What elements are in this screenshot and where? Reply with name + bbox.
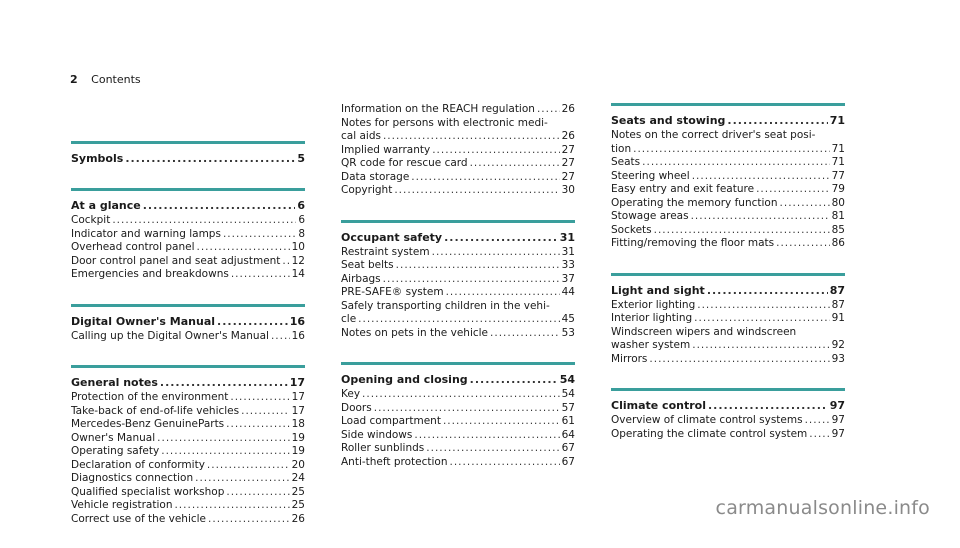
entry-text: Notes for persons with electronic medi- bbox=[341, 116, 548, 129]
toc-entry[interactable] bbox=[341, 259, 575, 273]
dot-leader bbox=[282, 255, 289, 269]
entry-text: Door control panel and seat adjustment bbox=[71, 254, 281, 267]
section-page: 87 bbox=[829, 283, 845, 297]
entry-page: 8 bbox=[298, 227, 305, 240]
section-title: Light and sight bbox=[611, 283, 705, 297]
entry-page: 20 bbox=[291, 458, 305, 471]
section-page: 31 bbox=[559, 230, 575, 244]
section-title: Digital Owner's Manual bbox=[71, 314, 216, 328]
toc-entry[interactable] bbox=[71, 418, 305, 432]
dot-leader bbox=[649, 353, 829, 367]
dot-leader bbox=[697, 299, 829, 313]
entry-text: Fitting/removing the floor mats bbox=[611, 237, 775, 249]
dot-leader bbox=[727, 113, 827, 128]
dot-leader bbox=[230, 391, 289, 405]
entry-text: Declaration of conformity bbox=[71, 458, 205, 471]
toc-section bbox=[341, 220, 575, 341]
toc-section-heading[interactable] bbox=[341, 230, 575, 245]
toc-section bbox=[611, 103, 845, 251]
section-divider bbox=[611, 273, 845, 276]
entry-text: Side windows bbox=[341, 428, 413, 441]
entry-text: Diagnostics connection bbox=[71, 472, 194, 484]
toc-entry[interactable] bbox=[611, 210, 845, 224]
section-divider bbox=[341, 362, 575, 365]
section-page: 71 bbox=[829, 114, 845, 127]
entry-page: 71 bbox=[831, 142, 845, 155]
entry-text: Vehicle registration bbox=[71, 499, 173, 511]
entry-page: 26 bbox=[561, 103, 575, 115]
toc-entry[interactable] bbox=[611, 224, 845, 238]
entry-text: Notes on pets in the vehicle bbox=[341, 326, 489, 339]
entry-text: Owner's Manual bbox=[71, 431, 156, 444]
watermark: carmanualsonline.info bbox=[715, 497, 930, 519]
dot-leader bbox=[374, 402, 560, 416]
entry-text: Doors bbox=[341, 401, 372, 414]
toc-entry[interactable] bbox=[611, 183, 845, 197]
toc-section bbox=[71, 188, 305, 282]
section-title: Occupant safety bbox=[341, 230, 443, 244]
entry-page: 67 bbox=[561, 442, 575, 454]
entry-text: Notes on the correct driver's seat posi- bbox=[611, 129, 816, 141]
toc-section-heading[interactable] bbox=[71, 151, 305, 166]
section-divider bbox=[71, 304, 305, 307]
entry-text: Restraint system bbox=[341, 245, 430, 258]
toc-section-heading[interactable] bbox=[341, 372, 575, 387]
toc-entry[interactable] bbox=[611, 326, 845, 340]
section-divider bbox=[611, 388, 845, 391]
toc-entry[interactable] bbox=[341, 130, 575, 144]
entry-text: Copyright bbox=[341, 184, 393, 196]
toc-entry[interactable] bbox=[341, 300, 575, 314]
entry-text: Overhead control panel bbox=[71, 241, 195, 253]
entry-text: Correct use of the vehicle bbox=[71, 512, 207, 525]
dot-leader bbox=[780, 197, 830, 211]
entry-text: Stowage areas bbox=[611, 210, 689, 222]
section-title: Symbols bbox=[71, 152, 124, 165]
toc-entry[interactable] bbox=[611, 197, 845, 211]
toc-section-heading[interactable] bbox=[71, 375, 305, 390]
section-title: General notes bbox=[71, 376, 158, 389]
toc-entry[interactable] bbox=[71, 432, 305, 446]
toc-entry[interactable] bbox=[71, 486, 305, 500]
dot-leader bbox=[195, 472, 290, 486]
page-number: 2 bbox=[70, 73, 78, 86]
entry-page: 30 bbox=[561, 184, 575, 196]
toc-entry[interactable] bbox=[341, 286, 575, 300]
toc-entry[interactable] bbox=[71, 214, 305, 228]
entry-page: 31 bbox=[561, 245, 575, 258]
dot-leader bbox=[112, 214, 296, 228]
toc-entry[interactable] bbox=[71, 228, 305, 242]
toc-entry[interactable] bbox=[611, 339, 845, 353]
dot-leader bbox=[217, 314, 288, 329]
toc-entry[interactable] bbox=[611, 428, 845, 442]
toc-section-heading[interactable] bbox=[611, 113, 845, 128]
toc-section bbox=[71, 304, 305, 344]
toc-entry[interactable] bbox=[341, 117, 575, 131]
section-divider bbox=[71, 141, 305, 144]
toc-section-heading[interactable] bbox=[71, 198, 305, 213]
entry-page: 87 bbox=[831, 298, 845, 311]
entry-page: 17 bbox=[291, 391, 305, 403]
toc-entry[interactable] bbox=[71, 241, 305, 255]
toc-section bbox=[341, 103, 575, 198]
entry-page: 33 bbox=[561, 259, 575, 271]
section-title: Climate control bbox=[611, 399, 706, 412]
toc-entry[interactable] bbox=[611, 353, 845, 367]
dot-leader bbox=[426, 442, 559, 456]
toc-entry[interactable] bbox=[71, 472, 305, 486]
entry-page: 91 bbox=[831, 312, 845, 324]
dot-leader bbox=[708, 398, 828, 413]
entry-page: 80 bbox=[831, 196, 845, 209]
dot-leader bbox=[223, 228, 296, 242]
entry-text: Information on the REACH regulation bbox=[341, 103, 535, 115]
entry-page: 26 bbox=[561, 130, 575, 142]
section-page: 6 bbox=[297, 199, 305, 212]
toc-entry[interactable] bbox=[341, 415, 575, 429]
section-divider bbox=[71, 188, 305, 191]
entry-page: 77 bbox=[831, 169, 845, 182]
entry-page: 44 bbox=[561, 286, 575, 298]
toc-entry[interactable] bbox=[341, 273, 575, 287]
dot-leader bbox=[432, 144, 559, 158]
dot-leader bbox=[394, 184, 559, 198]
entry-text: Steering wheel bbox=[611, 169, 690, 182]
entry-text: tion bbox=[611, 142, 632, 155]
entry-text: Key bbox=[341, 388, 361, 400]
dot-leader bbox=[396, 259, 560, 273]
entry-text: Data storage bbox=[341, 170, 410, 183]
dot-leader bbox=[756, 183, 830, 197]
page-title: Contents bbox=[91, 73, 141, 86]
toc-entry[interactable] bbox=[611, 312, 845, 326]
entry-text: cle bbox=[341, 313, 357, 325]
dot-leader bbox=[197, 241, 290, 255]
entry-page: 85 bbox=[831, 223, 845, 236]
toc-entry[interactable] bbox=[341, 442, 575, 456]
entry-page: 57 bbox=[561, 401, 575, 414]
section-title: Seats and stowing bbox=[611, 114, 726, 127]
entry-page: 37 bbox=[561, 272, 575, 285]
dot-leader bbox=[271, 330, 290, 344]
dot-leader bbox=[446, 286, 560, 300]
entry-text: Indicator and warning lamps bbox=[71, 227, 221, 240]
toc-entry[interactable] bbox=[341, 388, 575, 402]
entry-text: Implied warranty bbox=[341, 143, 431, 156]
dot-leader bbox=[207, 459, 290, 473]
entry-text: Sockets bbox=[611, 223, 652, 236]
toc-entry[interactable] bbox=[71, 513, 305, 527]
dot-leader bbox=[358, 313, 559, 327]
entry-text: Calling up the Digital Owner's Manual bbox=[71, 329, 269, 342]
entry-text: Cockpit bbox=[71, 214, 111, 226]
entry-text: Safely transporting children in the vehi- bbox=[341, 299, 550, 312]
dot-leader bbox=[208, 513, 290, 527]
dot-leader bbox=[414, 429, 559, 443]
page-header bbox=[70, 73, 141, 87]
dot-leader bbox=[143, 198, 296, 213]
entry-page: 6 bbox=[298, 214, 305, 226]
entry-text: Emergencies and breakdowns bbox=[71, 268, 229, 280]
entry-page: 12 bbox=[291, 254, 305, 267]
toc-entry[interactable] bbox=[341, 246, 575, 260]
toc-column-2 bbox=[341, 103, 575, 491]
entry-page: 24 bbox=[291, 472, 305, 484]
toc-entry[interactable] bbox=[611, 237, 845, 251]
toc-column-1 bbox=[71, 141, 305, 548]
toc-section bbox=[71, 365, 305, 526]
dot-leader bbox=[362, 388, 560, 402]
dot-leader bbox=[470, 372, 558, 387]
dot-leader bbox=[226, 486, 289, 500]
toc-entry[interactable] bbox=[341, 456, 575, 470]
toc-section bbox=[611, 388, 845, 441]
entry-page: 27 bbox=[561, 143, 575, 156]
section-divider bbox=[611, 103, 845, 106]
entry-page: 25 bbox=[291, 485, 305, 498]
entry-text: Operating safety bbox=[71, 445, 160, 457]
toc-entry[interactable] bbox=[611, 414, 845, 428]
entry-page: 97 bbox=[831, 414, 845, 426]
section-divider bbox=[341, 220, 575, 223]
dot-leader bbox=[692, 170, 830, 184]
entry-page: 86 bbox=[831, 237, 845, 249]
entry-page: 97 bbox=[831, 427, 845, 440]
toc-entry[interactable] bbox=[611, 299, 845, 313]
toc-section bbox=[71, 141, 305, 166]
dot-leader bbox=[241, 405, 290, 419]
section-page: 54 bbox=[559, 373, 575, 386]
entry-text: Interior lighting bbox=[611, 312, 693, 324]
toc-entry[interactable] bbox=[611, 129, 845, 143]
entry-page: 71 bbox=[831, 156, 845, 168]
entry-text: cal aids bbox=[341, 130, 381, 142]
entry-text: Seats bbox=[611, 156, 641, 168]
entry-text: Mirrors bbox=[611, 352, 648, 365]
toc-entry[interactable] bbox=[611, 143, 845, 157]
toc-entry[interactable] bbox=[611, 156, 845, 170]
toc-entry[interactable] bbox=[611, 170, 845, 184]
dot-leader bbox=[654, 224, 830, 238]
entry-text: washer system bbox=[611, 339, 691, 351]
entry-text: Windscreen wipers and windscreen bbox=[611, 325, 797, 338]
section-page: 97 bbox=[829, 399, 845, 412]
toc-entry[interactable] bbox=[341, 103, 575, 117]
section-title: At a glance bbox=[71, 199, 141, 212]
entry-page: 26 bbox=[291, 512, 305, 525]
dot-leader bbox=[383, 130, 560, 144]
entry-page: 67 bbox=[561, 455, 575, 468]
entry-text: QR code for rescue card bbox=[341, 157, 468, 169]
dot-leader bbox=[157, 432, 289, 446]
entry-page: 92 bbox=[831, 339, 845, 351]
dot-leader bbox=[691, 210, 830, 224]
dot-leader bbox=[470, 157, 560, 171]
entry-page: 61 bbox=[561, 415, 575, 427]
entry-page: 18 bbox=[291, 418, 305, 430]
section-divider bbox=[71, 365, 305, 368]
entry-page: 53 bbox=[561, 326, 575, 339]
dot-leader bbox=[707, 283, 828, 298]
dot-leader bbox=[537, 103, 560, 117]
entry-page: 45 bbox=[561, 313, 575, 325]
toc-entry[interactable] bbox=[71, 445, 305, 459]
dot-leader bbox=[776, 237, 830, 251]
toc-entry[interactable] bbox=[71, 330, 305, 344]
dot-leader bbox=[231, 268, 290, 282]
entry-page: 79 bbox=[831, 183, 845, 195]
section-page: 16 bbox=[289, 314, 305, 328]
dot-leader bbox=[226, 418, 289, 432]
dot-leader bbox=[444, 230, 558, 245]
entry-text: Anti-theft protection bbox=[341, 455, 448, 468]
dot-leader bbox=[692, 339, 829, 353]
entry-page: 19 bbox=[291, 431, 305, 444]
entry-text: Exterior lighting bbox=[611, 298, 696, 311]
dot-leader bbox=[450, 456, 560, 470]
entry-page: 10 bbox=[291, 241, 305, 253]
toc-section-heading[interactable] bbox=[611, 398, 845, 413]
toc-entry[interactable] bbox=[341, 184, 575, 198]
entry-text: Airbags bbox=[341, 272, 381, 285]
dot-leader bbox=[174, 499, 289, 513]
section-title: Opening and closing bbox=[341, 373, 468, 386]
toc-entry[interactable] bbox=[341, 402, 575, 416]
toc-entry[interactable] bbox=[341, 144, 575, 158]
entry-text: Protection of the environment bbox=[71, 391, 229, 403]
entry-text: Qualified specialist workshop bbox=[71, 485, 225, 498]
section-page: 5 bbox=[297, 152, 305, 165]
toc-column-3 bbox=[611, 103, 845, 463]
toc-entry[interactable] bbox=[71, 255, 305, 269]
entry-text: Overview of climate control systems bbox=[611, 414, 803, 426]
entry-text: Easy entry and exit feature bbox=[611, 183, 755, 195]
toc-section bbox=[341, 362, 575, 469]
entry-page: 54 bbox=[561, 388, 575, 400]
dot-leader bbox=[443, 415, 560, 429]
toc-entry[interactable] bbox=[341, 313, 575, 327]
entry-text: Mercedes-Benz GenuineParts bbox=[71, 418, 225, 430]
entry-text: Load compartment bbox=[341, 415, 441, 427]
toc-entry[interactable] bbox=[71, 405, 305, 419]
entry-page: 27 bbox=[561, 170, 575, 183]
dot-leader bbox=[383, 273, 560, 287]
toc-entry[interactable] bbox=[341, 429, 575, 443]
toc-section-heading[interactable] bbox=[71, 314, 305, 329]
dot-leader bbox=[411, 171, 559, 185]
entry-page: 17 bbox=[291, 404, 305, 417]
entry-text: Roller sunblinds bbox=[341, 442, 425, 454]
entry-text: Operating the climate control system bbox=[611, 427, 808, 440]
entry-page: 25 bbox=[291, 499, 305, 511]
entry-page: 27 bbox=[561, 157, 575, 169]
entry-text: Seat belts bbox=[341, 259, 394, 271]
toc-entry[interactable] bbox=[71, 499, 305, 513]
dot-leader bbox=[432, 246, 560, 260]
dot-leader bbox=[694, 312, 829, 326]
toc-section bbox=[611, 273, 845, 367]
toc-entry[interactable] bbox=[71, 459, 305, 473]
toc-entry[interactable] bbox=[341, 327, 575, 341]
section-page: 17 bbox=[289, 376, 305, 389]
entry-page: 93 bbox=[831, 352, 845, 365]
entry-page: 64 bbox=[561, 428, 575, 441]
dot-leader bbox=[160, 375, 288, 390]
dot-leader bbox=[809, 428, 829, 442]
entry-page: 19 bbox=[291, 445, 305, 457]
dot-leader bbox=[642, 156, 829, 170]
entry-text: PRE-SAFE® system bbox=[341, 286, 444, 298]
dot-leader bbox=[633, 143, 830, 157]
toc-entry[interactable] bbox=[341, 171, 575, 185]
dot-leader bbox=[490, 327, 560, 341]
entry-text: Take-back of end-of-life vehicles bbox=[71, 404, 240, 417]
entry-page: 14 bbox=[291, 268, 305, 280]
entry-page: 16 bbox=[291, 329, 305, 342]
toc-entry[interactable] bbox=[341, 157, 575, 171]
dot-leader bbox=[805, 414, 830, 428]
entry-page: 81 bbox=[831, 210, 845, 222]
toc-entry[interactable] bbox=[71, 391, 305, 405]
toc-entry[interactable] bbox=[71, 268, 305, 282]
dot-leader bbox=[125, 151, 295, 166]
toc-section-heading[interactable] bbox=[611, 283, 845, 298]
entry-text: Operating the memory function bbox=[611, 196, 778, 209]
dot-leader bbox=[161, 445, 289, 459]
